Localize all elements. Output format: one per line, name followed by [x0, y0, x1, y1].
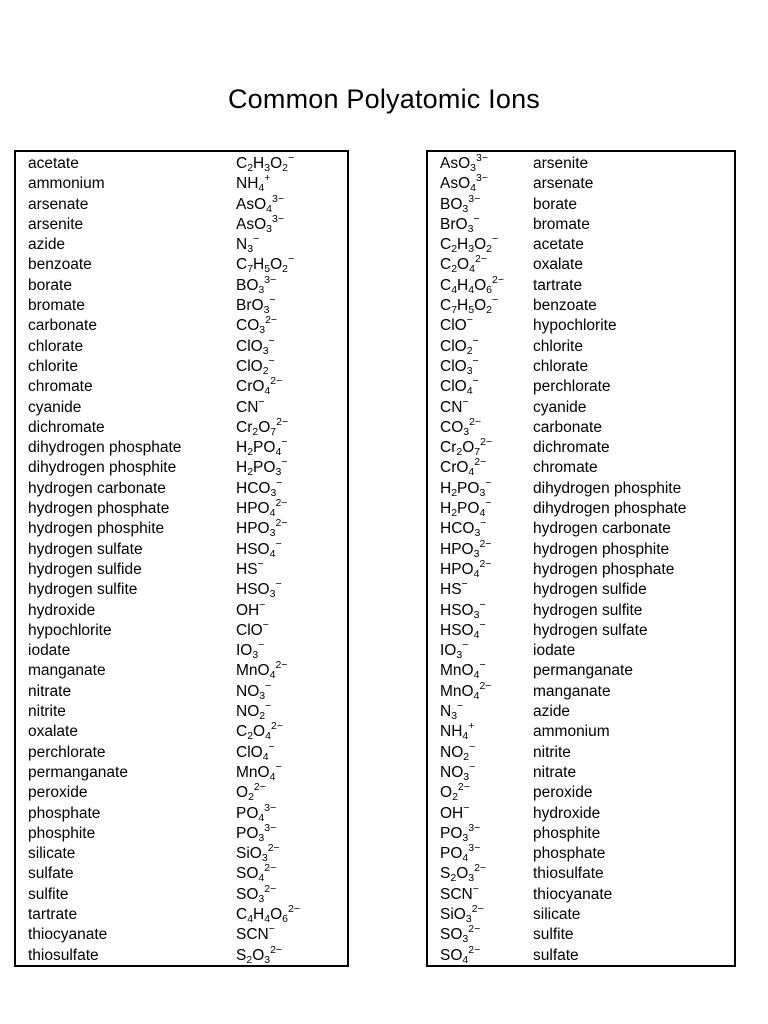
right-ion-name: thiocyanate	[533, 885, 613, 903]
left-row	[16, 760, 347, 783]
left-ion-formula: $S_2O_3^{2-}$	[236, 943, 283, 966]
right-ion-name: dihydrogen phosphate	[533, 500, 687, 518]
right-ion-name: hydrogen sulfite	[533, 601, 643, 619]
right-ion-formula: CN−	[440, 395, 469, 416]
right-row	[428, 316, 734, 336]
left-ion-formula: $H_2PO_4^-$	[236, 436, 288, 459]
right-row	[428, 722, 734, 742]
left-ion-formula: $Cr_2O_7^{2-}$	[236, 415, 289, 438]
right-row	[428, 438, 734, 458]
right-row	[428, 212, 734, 235]
left-ion-name: cyanide	[28, 398, 82, 416]
left-row	[16, 661, 347, 681]
right-ion-formula: $O_2^{2-}$	[440, 781, 470, 804]
right-row	[428, 458, 734, 478]
page-title: Common Polyatomic Ions	[227, 84, 540, 114]
right-ion-formula: MnO$_4$−	[440, 659, 486, 682]
right-row	[428, 580, 734, 600]
left-row	[16, 557, 347, 580]
right-ion-formula: SCN−	[440, 882, 479, 903]
right-row	[428, 783, 734, 803]
left-row	[16, 296, 347, 316]
left-row	[16, 255, 347, 275]
left-ion-name: hydroxide	[28, 601, 96, 619]
right-ion-formula: OH−	[440, 801, 470, 822]
left-row	[16, 641, 347, 661]
left-row	[16, 395, 347, 418]
left-ion-name: chlorate	[28, 337, 84, 355]
left-ion-formula: $H_2PO_3^-$	[236, 456, 288, 479]
right-ion-formula: $Cr_2O_7^{2-}$	[440, 436, 493, 459]
left-ion-formula: $C_2H_3O_2^-$	[236, 152, 295, 174]
right-ion-formula: $C_2H_3O_2^-$	[440, 233, 499, 256]
left-ion-name: thiosulfate	[28, 946, 99, 964]
right-ion-name: hydrogen phosphate	[533, 560, 675, 578]
right-row	[428, 415, 734, 438]
right-ion-name: peroxide	[533, 784, 593, 802]
right-ion-name: sulfate	[533, 946, 579, 964]
right-ion-formula: CrO$_4^{2-}$	[440, 456, 487, 479]
left-ion-formula: CN−	[236, 395, 265, 416]
right-ion-formula: $SO_4^{2-}$	[440, 943, 481, 966]
left-ion-name: permanganate	[28, 763, 128, 781]
right-row	[428, 395, 734, 418]
left-row	[16, 174, 347, 194]
right-ion-formula: $PO_4^{3-}$	[440, 842, 481, 865]
right-ion-name: hydrogen phosphite	[533, 540, 670, 558]
left-row	[16, 844, 347, 864]
left-row	[16, 740, 347, 763]
left-ion-name: azide	[28, 236, 66, 254]
right-ion-name: nitrate	[533, 763, 577, 781]
left-ion-formula: $HCO_3^-$	[236, 476, 283, 499]
left-row	[16, 801, 347, 824]
left-ion-name: sulfite	[28, 885, 69, 903]
right-row	[428, 702, 734, 722]
left-row	[16, 354, 347, 377]
left-ion-table	[14, 150, 349, 967]
right-ion-name: arsenate	[533, 175, 594, 193]
left-row	[16, 722, 347, 742]
right-row	[428, 557, 734, 580]
right-ion-formula: SiO$_3^{2-}$	[440, 902, 484, 925]
right-ion-formula: ClO$_3$−	[440, 354, 479, 377]
left-ion-name: acetate	[28, 155, 79, 172]
left-ion-name: tartrate	[28, 905, 78, 923]
right-ion-formula: AsO$_3^{3-}$	[440, 152, 488, 174]
left-row	[16, 598, 347, 621]
right-row	[428, 679, 734, 702]
left-row	[16, 783, 347, 803]
right-row	[428, 661, 734, 681]
left-ion-formula: SiO$_3^{2-}$	[236, 842, 280, 865]
right-ion-formula: ClO−	[440, 314, 473, 335]
left-row	[16, 943, 347, 966]
right-ion-name: sulfite	[533, 926, 574, 944]
right-ion-name: borate	[533, 195, 577, 213]
right-row	[428, 499, 734, 519]
left-ion-name: dihydrogen phosphate	[28, 439, 182, 457]
left-ion-rows	[16, 154, 347, 966]
right-ion-formula: $NO_3^-$	[440, 760, 476, 783]
right-ion-rows	[428, 154, 734, 966]
left-ion-name: hydrogen phosphite	[28, 520, 165, 538]
left-ion-name: oxalate	[28, 723, 78, 741]
left-ion-name: chlorite	[28, 357, 78, 375]
left-row	[16, 882, 347, 905]
right-ion-name: hydroxide	[533, 804, 601, 822]
left-ion-formula: $C_2O_4^{2-}$	[236, 720, 283, 743]
left-row	[16, 235, 347, 255]
left-ion-formula: $CO_3^{2-}$	[236, 314, 278, 337]
right-row	[428, 641, 734, 661]
left-ion-name: hydrogen phosphate	[28, 500, 170, 518]
right-ion-formula: $C_2O_4^{2-}$	[440, 253, 487, 276]
left-ion-name: phosphite	[28, 824, 96, 842]
right-row	[428, 821, 734, 844]
left-ion-formula: OH−	[236, 598, 266, 619]
left-ion-name: dihydrogen phosphite	[28, 459, 177, 477]
left-ion-name: bromate	[28, 297, 85, 315]
left-ion-name: chromate	[28, 378, 93, 396]
left-ion-name: iodate	[28, 642, 71, 660]
right-ion-formula: $HPO_4^{2-}$	[440, 557, 492, 580]
right-ion-name: silicate	[533, 905, 581, 923]
left-ion-formula: ClO$_2$−	[236, 354, 275, 377]
right-ion-formula: $BO_3^{3-}$	[440, 192, 481, 215]
right-ion-formula: $N_3^-$	[440, 700, 464, 723]
left-ion-name: dichromate	[28, 418, 105, 436]
left-ion-name: arsenate	[28, 195, 89, 213]
left-ion-formula: AsO$_4^{3-}$	[236, 192, 284, 215]
right-row	[428, 519, 734, 539]
left-ion-name: arsenite	[28, 215, 84, 233]
left-ion-formula: $NO_2^-$	[236, 700, 272, 723]
right-ion-name: arsenite	[533, 155, 589, 172]
left-ion-name: nitrate	[28, 682, 72, 700]
right-ion-name: ammonium	[533, 723, 610, 741]
left-ion-formula: $C_4H_4O_6^{2-}$	[236, 902, 300, 925]
left-row	[16, 192, 347, 215]
right-ion-name: azide	[533, 703, 571, 721]
left-ion-name: hypochlorite	[28, 621, 112, 639]
left-ion-formula: ClO$_4$−	[236, 740, 275, 763]
left-ion-formula: ClO−	[236, 618, 269, 639]
right-row	[428, 943, 734, 966]
right-ion-formula: $C_7H_5O_2^-$	[440, 294, 499, 317]
right-ion-name: permanganate	[533, 662, 633, 680]
right-row	[428, 740, 734, 763]
left-ion-name: borate	[28, 276, 72, 294]
left-ion-formula: CrO$_4^{2-}$	[236, 375, 283, 398]
left-ion-name: benzoate	[28, 256, 92, 274]
left-row	[16, 154, 347, 174]
left-ion-formula: $SO_4^{2-}$	[236, 862, 277, 885]
left-ion-name: hydrogen sulfite	[28, 581, 138, 599]
left-row	[16, 679, 347, 702]
right-ion-formula: $NO_2^-$	[440, 740, 476, 763]
right-ion-formula: $H_2PO_4^-$	[440, 497, 492, 520]
left-ion-formula: $HPO_4^{2-}$	[236, 497, 288, 520]
left-row	[16, 316, 347, 336]
left-ion-formula: $BO_3^{3-}$	[236, 273, 277, 296]
left-ion-name: thiocyanate	[28, 926, 108, 944]
right-ion-name: phosphite	[533, 824, 601, 842]
right-ion-name: bromate	[533, 215, 590, 233]
left-ion-name: manganate	[28, 662, 106, 680]
right-ion-formula: $S_2O_3^{2-}$	[440, 862, 487, 885]
left-ion-formula: $NH_4^+$	[236, 172, 271, 195]
left-row	[16, 519, 347, 539]
right-ion-name: hydrogen sulfide	[533, 581, 647, 599]
left-ion-formula: $SO_3^{2-}$	[236, 882, 277, 905]
right-ion-name: hypochlorite	[533, 317, 617, 335]
right-ion-formula: AsO$_4^{3-}$	[440, 172, 488, 195]
left-ion-formula: ClO$_3$−	[236, 334, 275, 357]
left-ion-formula: $PO_4^{3-}$	[236, 801, 277, 824]
right-ion-formula: BrO$_3$−	[440, 212, 480, 235]
right-ion-name: hydrogen sulfate	[533, 621, 648, 639]
left-ion-formula: MnO$_4^{2-}$	[236, 659, 288, 682]
right-ion-formula: $CO_3^{2-}$	[440, 415, 482, 438]
right-row	[428, 864, 734, 884]
left-ion-name: hydrogen sulfate	[28, 540, 143, 558]
left-ion-name: perchlorate	[28, 743, 106, 761]
right-ion-formula: $HSO_3^-$	[440, 598, 486, 621]
left-ion-name: carbonate	[28, 317, 97, 335]
right-ion-formula: $HPO_3^{2-}$	[440, 537, 492, 560]
right-ion-formula: ClO$_2$−	[440, 334, 479, 357]
left-row	[16, 821, 347, 844]
right-ion-name: dihydrogen phosphite	[533, 479, 682, 497]
right-row	[428, 235, 734, 255]
right-ion-name: cyanide	[533, 398, 587, 416]
right-row	[428, 925, 734, 945]
right-ion-formula: $IO_3^-$	[440, 639, 469, 662]
left-row	[16, 458, 347, 478]
right-row	[428, 354, 734, 377]
right-ion-formula: HS−	[440, 578, 468, 599]
right-row	[428, 618, 734, 641]
right-ion-formula: $C_4H_4O_6^{2-}$	[440, 273, 504, 296]
left-row	[16, 377, 347, 397]
right-ion-name: chlorate	[533, 357, 589, 375]
right-row	[428, 598, 734, 621]
right-ion-formula: $HCO_3^-$	[440, 517, 487, 540]
right-ion-formula: $HSO_4^-$	[440, 618, 486, 641]
left-ion-formula: MnO$_4$−	[236, 760, 282, 783]
left-ion-formula: $C_7H_5O_2^-$	[236, 253, 295, 276]
right-row	[428, 296, 734, 316]
left-ion-name: phosphate	[28, 804, 101, 822]
left-ion-name: sulfate	[28, 865, 74, 883]
left-row	[16, 925, 347, 945]
right-row	[428, 377, 734, 397]
left-row	[16, 580, 347, 600]
left-ion-formula: $O_2^{2-}$	[236, 781, 266, 804]
left-row	[16, 476, 347, 499]
right-row	[428, 476, 734, 499]
left-row	[16, 618, 347, 641]
left-row	[16, 212, 347, 235]
right-row	[428, 801, 734, 824]
left-row	[16, 273, 347, 296]
right-ion-name: perchlorate	[533, 378, 611, 396]
right-ion-name: iodate	[533, 642, 576, 660]
left-row	[16, 537, 347, 560]
left-row	[16, 415, 347, 438]
left-ion-name: nitrite	[28, 703, 66, 721]
right-row	[428, 844, 734, 864]
left-ion-name: hydrogen carbonate	[28, 479, 166, 497]
right-ion-name: carbonate	[533, 418, 602, 436]
left-ion-name: ammonium	[28, 175, 105, 193]
right-row	[428, 902, 734, 925]
left-ion-formula: $PO_3^{3-}$	[236, 821, 277, 844]
right-ion-table	[426, 150, 736, 967]
right-row	[428, 760, 734, 783]
right-ion-name: phosphate	[533, 845, 606, 863]
right-row	[428, 154, 734, 174]
right-row	[428, 537, 734, 560]
right-ion-formula: $NH_4^+$	[440, 720, 475, 743]
left-ion-formula: HS−	[236, 557, 264, 578]
right-ion-name: benzoate	[533, 297, 597, 315]
left-ion-formula: $HPO_3^{2-}$	[236, 517, 288, 540]
left-row	[16, 902, 347, 925]
left-ion-formula: SCN−	[236, 923, 275, 944]
right-ion-name: tartrate	[533, 276, 583, 294]
left-ion-name: peroxide	[28, 784, 88, 802]
right-ion-formula: ClO$_4$−	[440, 375, 479, 398]
right-row	[428, 255, 734, 275]
right-row	[428, 882, 734, 905]
left-ion-name: hydrogen sulfide	[28, 560, 142, 578]
right-ion-name: thiosulfate	[533, 865, 604, 883]
left-ion-formula: $HSO_4^-$	[236, 537, 282, 560]
left-ion-formula: BrO$_3$−	[236, 294, 276, 317]
left-ion-formula: AsO$_3^{3-}$	[236, 212, 284, 235]
left-ion-formula: $HSO_3^-$	[236, 578, 282, 601]
right-row	[428, 273, 734, 296]
right-ion-name: chlorite	[533, 337, 583, 355]
right-row	[428, 174, 734, 194]
left-ion-formula: $N_3^-$	[236, 233, 260, 256]
right-ion-formula: MnO$_4^{2-}$	[440, 679, 492, 702]
left-ion-name: silicate	[28, 845, 76, 863]
left-ion-formula: $IO_3^-$	[236, 639, 265, 662]
left-row	[16, 702, 347, 722]
left-row	[16, 499, 347, 519]
right-row	[428, 334, 734, 357]
right-ion-formula: $H_2PO_3^-$	[440, 476, 492, 499]
left-row	[16, 438, 347, 458]
right-ion-name: hydrogen carbonate	[533, 520, 671, 538]
right-ion-name: nitrite	[533, 743, 571, 761]
right-ion-name: manganate	[533, 682, 611, 700]
right-ion-name: chromate	[533, 459, 598, 477]
right-ion-name: acetate	[533, 236, 584, 254]
left-row	[16, 334, 347, 357]
right-ion-formula: $SO_3^{2-}$	[440, 923, 481, 946]
right-row	[428, 192, 734, 215]
left-row	[16, 864, 347, 884]
right-ion-formula: $PO_3^{3-}$	[440, 821, 481, 844]
left-ion-formula: $NO_3^-$	[236, 679, 272, 702]
right-ion-name: oxalate	[533, 256, 583, 274]
right-ion-name: dichromate	[533, 439, 610, 457]
